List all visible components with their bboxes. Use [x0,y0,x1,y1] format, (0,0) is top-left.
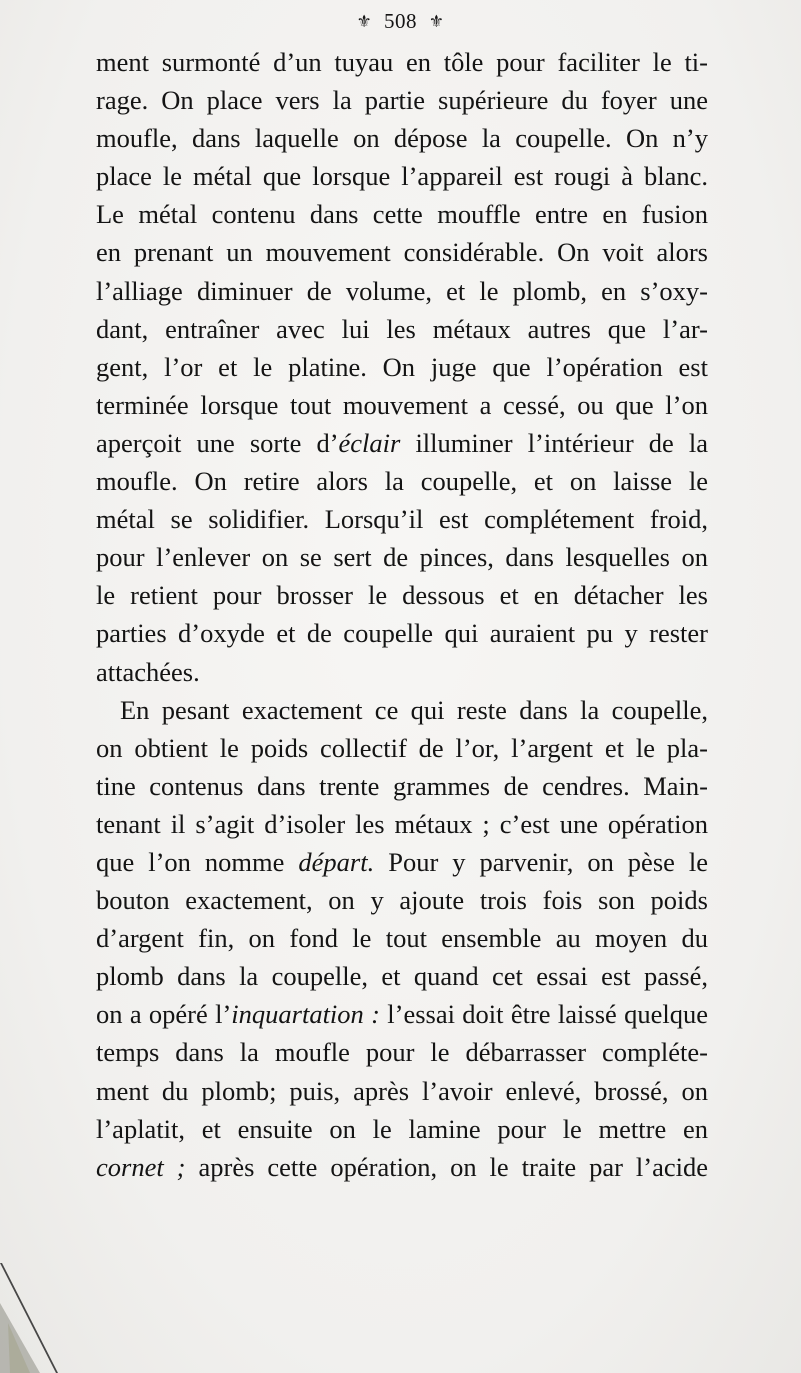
text-line [96,843,708,881]
text-segment: aperçoit une sorte d’ [96,427,339,458]
text-line: temps dans la moufle pour le débarrasser compléte- [96,1037,708,1068]
text-line: pour l’enlever on se sert de pinces, dans lesquelles on [96,542,708,573]
text-line: le retient pour brosser le dessous et en détacher les [96,580,708,611]
text-line: métal se solidifier. Lorsqu’il est complétement froid, [96,504,708,535]
italic-term: cornet ; [96,1151,186,1182]
text-line: moufle, dans laquelle on dépose la coupelle. On n’y [96,123,708,154]
text-segment: Pour y parvenir, on pèse le [374,846,709,877]
text-line: attachées. [96,656,200,687]
text-line: ment surmonté d’un tuyau en tôle pour faciliter le ti- [96,47,708,77]
text-segment: l’essai doit être laissé quelque [379,999,708,1030]
text-segment: illuminer l’intérieur de la [400,427,708,458]
ornament-left-icon: ⚜ [356,12,373,31]
text-line [96,1148,708,1186]
text-line: plomb dans la coupelle, et quand cet essai est passé, [96,961,708,992]
italic-term: inquartation : [231,999,380,1030]
text-line: d’argent fin, on fond le tout ensemble au moyen du [96,923,708,954]
text-line [96,995,708,1033]
text-line: ment du plomb; puis, après l’avoir enlevé, brossé, on [96,1075,708,1106]
ornament-right-icon: ⚜ [428,12,445,31]
page-corner-mark [0,1263,80,1373]
text-line: on obtient le poids collectif de l’or, l’argent et le pla- [96,732,708,763]
text-line: parties d’oxyde et de coupelle qui auraient pu y rester [96,618,708,649]
text-line: dant, entraîner avec lui les métaux autres que l’ar- [96,313,708,344]
text-line: bouton exactement, on y ajoute trois fois son poids [96,885,708,916]
body-text [96,43,708,1186]
text-line: En pesant exactement ce qui reste dans la coupelle, [120,694,708,725]
italic-term: départ. [298,846,375,877]
text-line: Le métal contenu dans cette mouffle entre en fusion [96,199,708,230]
text-line: tenant il s’agit d’isoler les métaux ; c’est une opération [96,808,708,839]
text-line [96,424,708,462]
text-line: en prenant un mouvement considérable. On voit alors [96,237,708,268]
page-number: 508 [384,9,417,33]
text-line: gent, l’or et le platine. On juge que l’opération est [96,351,708,382]
text-segment: que l’on nomme [96,846,299,877]
text-line: l’alliage diminuer de volume, et le plomb, en s’oxy- [96,275,708,306]
italic-term: éclair [338,427,401,458]
running-head [0,8,801,35]
text-line: l’aplatit, et ensuite on le lamine pour le mettre en [96,1113,708,1144]
text-line: place le métal que lorsque l’appareil est rougi à blanc. [96,161,708,192]
text-line: terminée lorsque tout mouvement a cessé, ou que l’on [96,389,708,420]
text-line: moufle. On retire alors la coupelle, et on laisse le [96,466,708,497]
text-segment: on a opéré l’ [96,999,232,1030]
text-line: tine contenus dans trente grammes de cendres. Main- [96,770,708,801]
text-line: rage. On place vers la partie supérieure du foyer une [96,85,708,116]
text-segment: après cette opération, on le traite par l’acide [185,1151,708,1182]
